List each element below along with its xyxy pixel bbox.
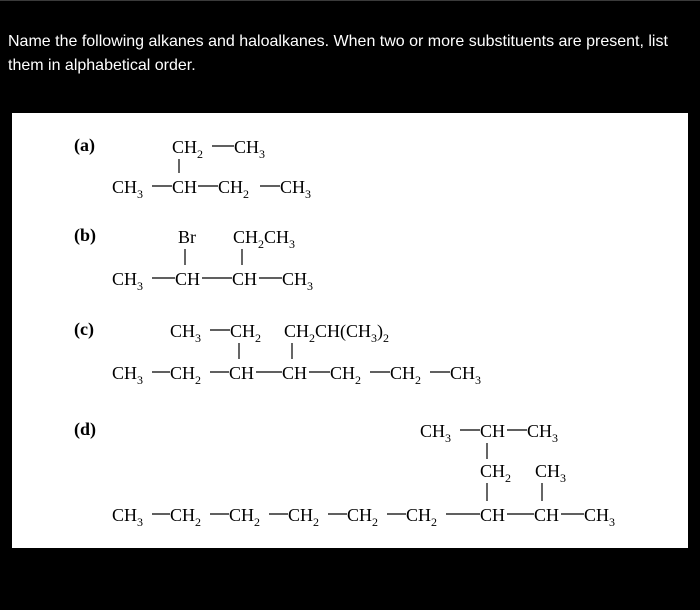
c-chain-c3: CH <box>229 363 255 383</box>
top-divider <box>0 0 700 1</box>
a-chain-c1: $CH_3$ <box>112 177 144 201</box>
a-branch-ch2: $CH_2$ <box>172 137 204 161</box>
d-chain-c8: CH <box>534 505 560 525</box>
d-chain-c5: $CH_2$ <box>347 505 379 529</box>
c-chain-c1: $CH_3$ <box>112 363 144 387</box>
structures-figure <box>12 113 688 548</box>
d-chain-c7: CH <box>480 505 506 525</box>
c-chain-c6: $CH_2$ <box>390 363 422 387</box>
b-substituent-br: Br <box>178 227 196 247</box>
structures-panel <box>12 113 688 548</box>
c-chain-c7: $CH_3$ <box>450 363 482 387</box>
b-substituent-ethyl: $CH_2CH_3$ <box>233 227 296 251</box>
label-a: (a) <box>74 135 95 155</box>
d-top-ch3-left: $CH_3$ <box>420 421 452 445</box>
b-chain-c1: $CH_3$ <box>112 269 144 293</box>
a-chain-c3: $CH_2$ <box>218 177 250 201</box>
b-chain-c2: CH <box>175 269 201 289</box>
b-chain-c4: $CH_3$ <box>282 269 314 293</box>
c-chain-c4: CH <box>282 363 308 383</box>
d-chain-c1: $CH_3$ <box>112 505 144 529</box>
d-top-ch3-right: $CH_3$ <box>527 421 559 445</box>
c-branch-isobutyl: $CH_2CH(CH_3)_2$ <box>284 321 390 345</box>
d-chain-c9: $CH_3$ <box>584 505 616 529</box>
label-c: (c) <box>74 319 94 339</box>
c-chain-c5: $CH_2$ <box>330 363 362 387</box>
question-text: Name the following alkanes and haloalkanes. When two or more substituents are present, list them in alphabetical order. <box>8 33 668 74</box>
a-chain-c4: $CH_3$ <box>280 177 312 201</box>
d-chain-c4: $CH_2$ <box>288 505 320 529</box>
label-b: (b) <box>74 225 96 245</box>
a-chain-c2: CH <box>172 177 198 197</box>
d-chain-c6: $CH_2$ <box>406 505 438 529</box>
d-top-ch: CH <box>480 421 506 441</box>
b-chain-c3: CH <box>232 269 258 289</box>
a-branch-ch3: $CH_3$ <box>234 137 266 161</box>
c-branch-ethyl-ch2: $CH_2$ <box>230 321 262 345</box>
c-branch-ethyl-ch3: $CH_3$ <box>170 321 202 345</box>
d-chain-c3: $CH_2$ <box>229 505 261 529</box>
d-chain-c2: $CH_2$ <box>170 505 202 529</box>
d-mid-ch3: $CH_3$ <box>535 461 567 485</box>
label-d: (d) <box>74 419 96 439</box>
d-mid-ch2: $CH_2$ <box>480 461 512 485</box>
c-chain-c2: $CH_2$ <box>170 363 202 387</box>
